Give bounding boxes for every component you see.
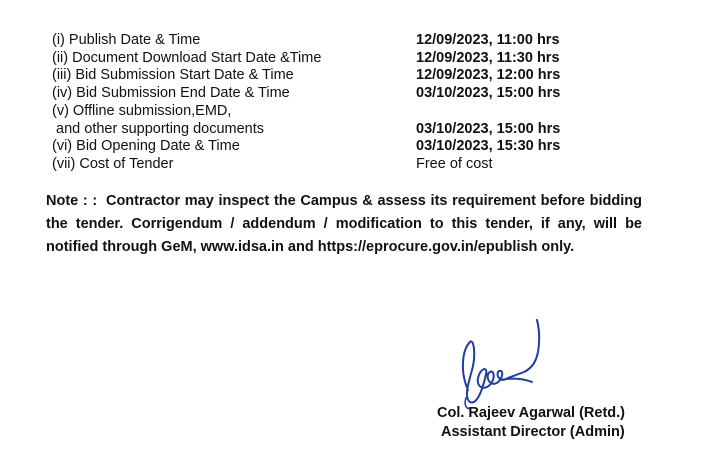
schedule-row-bid-opening: [0, 137, 722, 155]
schedule-value: 12/09/2023, 11:00 hrs: [416, 32, 560, 48]
schedule-label: (i) Publish Date & Time: [52, 32, 201, 48]
note-text: Contractor may inspect the Campus & assess its requirement before bidding the tender. Corrigendum / addendum / modification to this tender, if any, will be notified through GeM, www.idsa.in and https://eprocure.gov.in/epublish only.: [46, 193, 642, 255]
schedule-row-supporting-docs: [0, 120, 722, 138]
schedule-label: (v) Offline submission,EMD,: [52, 103, 232, 119]
schedule-value: 03/10/2023, 15:00 hrs: [416, 121, 561, 137]
note-label: Note : :: [46, 193, 98, 209]
schedule-row-cost: [0, 155, 722, 173]
schedule-label: (ii) Document Download Start Date &Time: [52, 50, 322, 66]
schedule-value: 03/10/2023, 15:00 hrs: [416, 85, 561, 101]
schedule-row-offline: [0, 102, 722, 120]
schedule-label: (iv) Bid Submission End Date & Time: [52, 85, 290, 101]
schedule-label: (vi) Bid Opening Date & Time: [52, 138, 240, 154]
schedule-label: and other supporting documents: [52, 121, 264, 137]
schedule-row-publish: [0, 31, 722, 49]
schedule-value: 12/09/2023, 12:00 hrs: [416, 67, 561, 83]
schedule-row-bid-start: [0, 66, 722, 84]
schedule-label: (iii) Bid Submission Start Date & Time: [52, 67, 294, 83]
signature-image: [440, 312, 560, 412]
note-paragraph: [46, 190, 642, 259]
signatory-title: Assistant Director (Admin): [441, 424, 625, 440]
schedule-value: Free of cost: [416, 156, 493, 172]
schedule-row-bid-end: [0, 84, 722, 102]
schedule-row-download: [0, 49, 722, 67]
schedule-label: (vii) Cost of Tender: [52, 156, 174, 172]
schedule-value: 03/10/2023, 15:30 hrs: [416, 138, 561, 154]
signatory-name: Col. Rajeev Agarwal (Retd.): [437, 405, 626, 421]
schedule-value: 12/09/2023, 11:30 hrs: [416, 50, 560, 66]
